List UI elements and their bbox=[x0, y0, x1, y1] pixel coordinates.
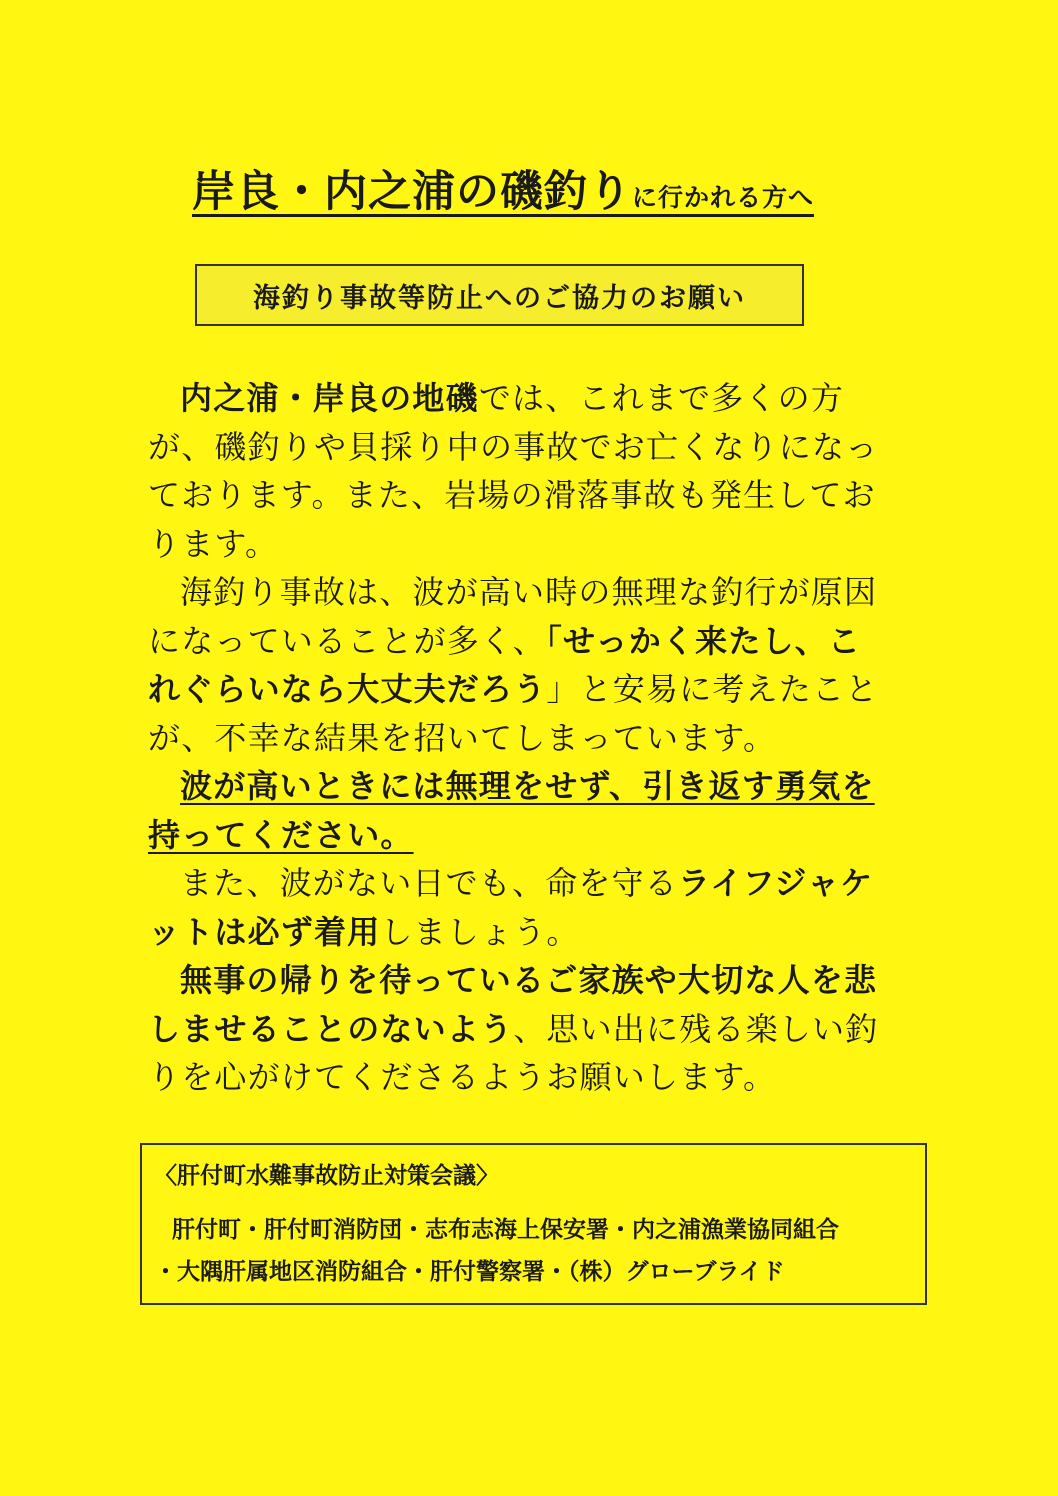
footer-box bbox=[140, 1143, 927, 1305]
title-main: 岸良・内之浦の磯釣り bbox=[192, 167, 632, 217]
paragraph-4-post: しましょう。 bbox=[380, 912, 580, 951]
paragraph-3 bbox=[148, 762, 893, 859]
paragraph-3-bold: 波が高いときには無理をせず、引き返す勇気を持ってください。 bbox=[148, 767, 875, 854]
paragraph-5-post: 、思い出に残る楽しい釣りを心がけてくださるようお願いします。 bbox=[148, 1009, 879, 1096]
footer-members-line-2: ・大隅肝属地区消防組合・肝付警察署・（株）グローブライド bbox=[154, 1259, 785, 1285]
subtitle-box bbox=[195, 264, 804, 326]
paragraph-2-quote-close: 」 bbox=[546, 670, 580, 708]
paragraph-1-text: では、これまで多くの方が、磯釣りや貝採り中の事故でお亡くなりになっております。また、岩場の滑落事故も発生しております。 bbox=[148, 379, 879, 563]
paragraph-2-pre: 海釣り事故は、波が高い時の無理な釣行が原因になっていることが多く、 bbox=[148, 573, 878, 660]
paragraph-5 bbox=[148, 956, 893, 1102]
paragraph-5-bold: 無事の帰りを待っているご家族や大切な人を悲しませることのないよう bbox=[148, 961, 878, 1048]
paragraph-4 bbox=[148, 859, 893, 956]
subtitle-text: 海釣り事故等防止へのご協力のお願い bbox=[253, 282, 746, 314]
paragraph-2 bbox=[148, 568, 893, 762]
page-title bbox=[192, 158, 814, 219]
footer-title: 〈肝付町水難事故防止対策会議〉 bbox=[154, 1163, 499, 1189]
footer-members-line-1: 肝付町・肝付町消防団・志布志海上保安署・内之浦漁業協同組合 bbox=[172, 1217, 839, 1243]
title-sub: に行かれる方へ bbox=[632, 183, 815, 212]
paragraph-2-quote-open: 「 bbox=[545, 621, 563, 660]
paragraph-1 bbox=[148, 374, 893, 568]
paragraph-4-pre: また、波がない日でも、命を守る bbox=[180, 864, 679, 902]
paragraph-1-bold: 内之浦・岸良の地磯 bbox=[180, 379, 479, 417]
body-text bbox=[148, 374, 893, 1102]
paragraph-4-bold: ライフジャケットは必ず着用 bbox=[148, 864, 874, 951]
paragraph-2-post: と安易に考えたことが、不幸な結果を招いてしまっています。 bbox=[148, 670, 879, 757]
paragraph-2-bold: せっかく来たし、これぐらいなら大丈夫だろう bbox=[148, 621, 862, 708]
